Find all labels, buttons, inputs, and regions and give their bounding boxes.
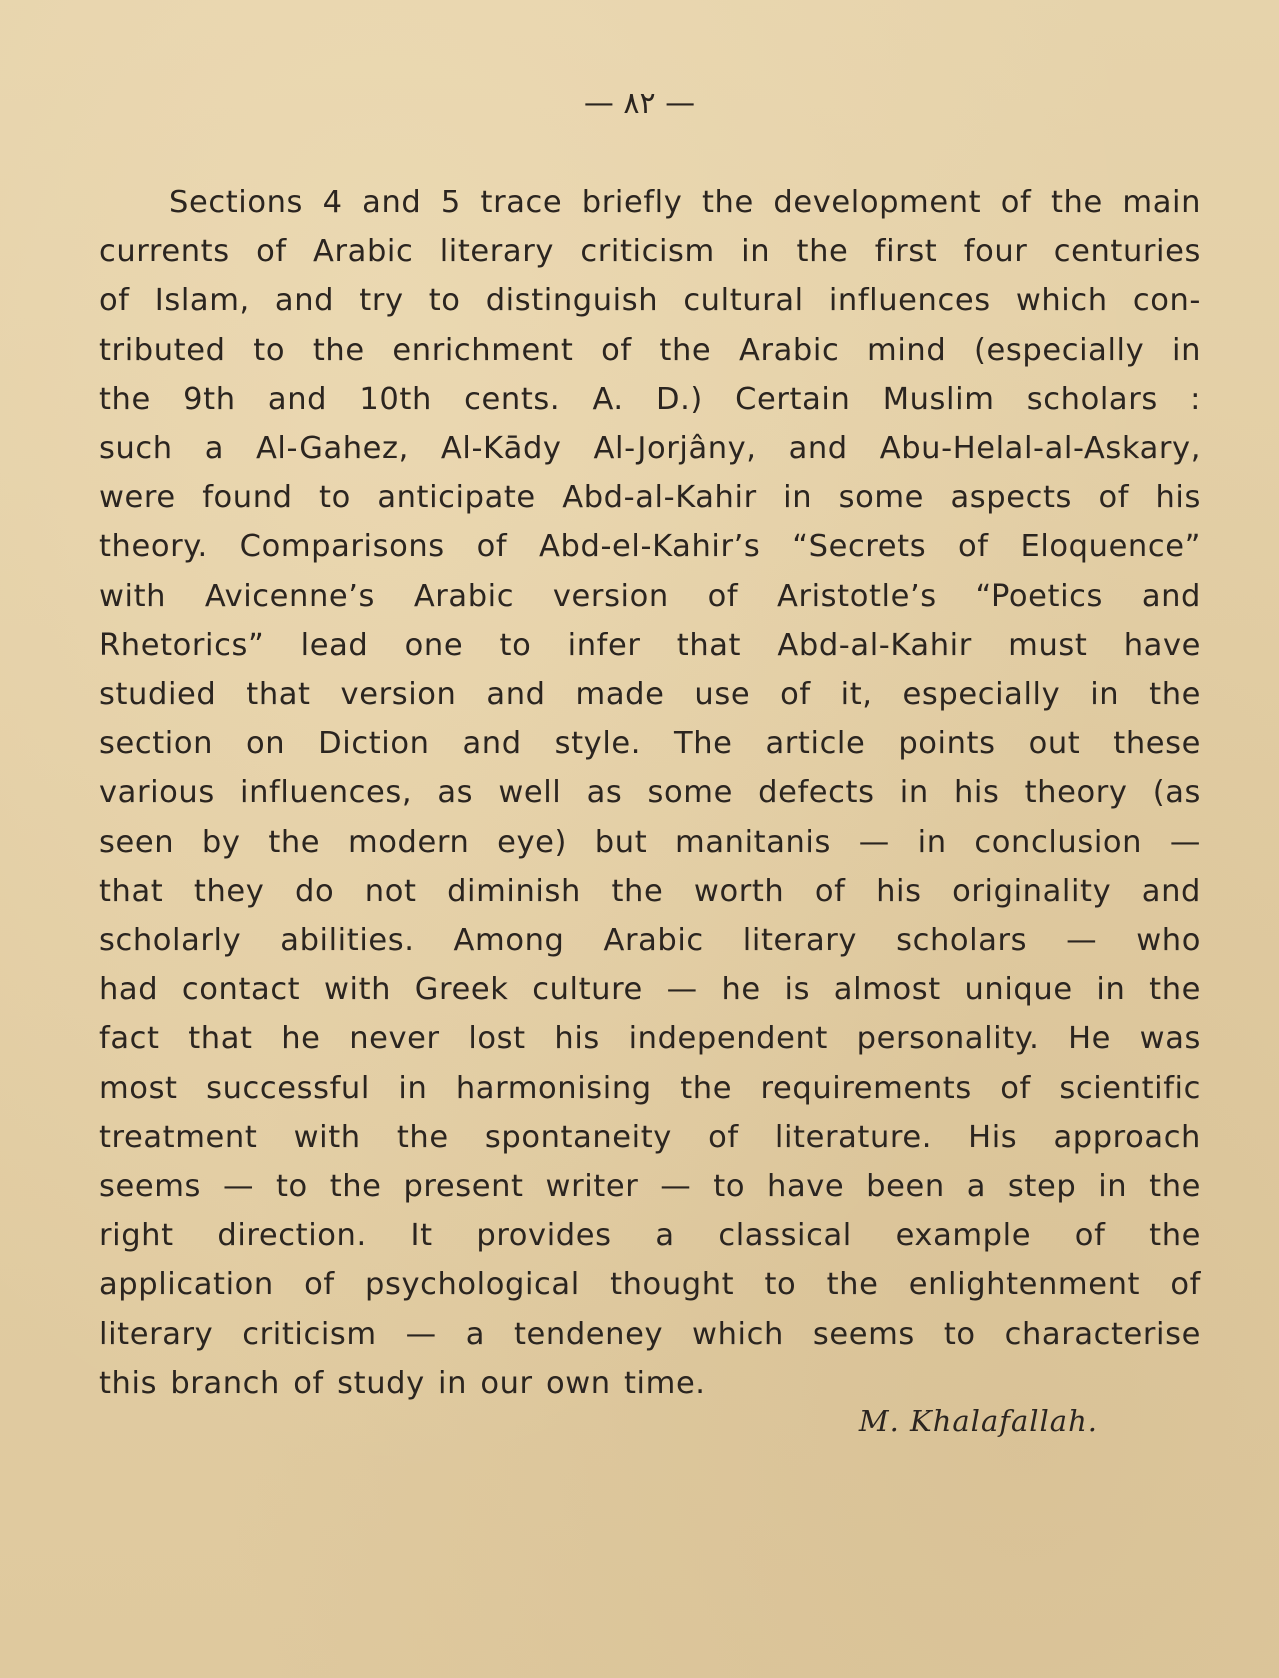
paragraph-line: tributed to the enrichment of the Arabic mind (especially in — [99, 332, 1201, 368]
paragraph-line: that they do not diminish the worth of his originality and — [99, 873, 1201, 909]
page-number: — ٨٢ — — [583, 86, 696, 121]
paragraph-line: most successful in harmonising the requirements of scientific — [99, 1070, 1201, 1106]
paragraph-line: right direction. It provides a classical example of the — [99, 1218, 1201, 1254]
paragraph-line: with Avicenne’s Arabic version of Aristotle’s “Poetics and — [99, 578, 1201, 614]
paragraph-line: Sections 4 and 5 trace briefly the development of the main — [169, 185, 1201, 220]
paragraph-line: theory. Comparisons of Abd-el-Kahir’s “Secrets of Eloquence” — [99, 529, 1201, 565]
paragraph-line: fact that he never lost his independent personality. He was — [99, 1021, 1201, 1057]
paragraph-line: currents of Arabic literary criticism in the first four centuries — [99, 234, 1201, 270]
paragraph-line: section on Diction and style. The article points out these — [99, 726, 1201, 762]
paragraph-line: treatment with the spontaneity of literature. His approach — [99, 1119, 1201, 1155]
paragraph-line: of Islam, and try to distinguish cultural influences which con- — [99, 283, 1201, 319]
paragraph-line: studied that version and made use of it, especially in the — [99, 677, 1201, 713]
paragraph-line: application of psychological thought to the enlightenment of — [99, 1267, 1201, 1303]
paragraph-line: were found to anticipate Abd-al-Kahir in some aspects of his — [99, 480, 1201, 516]
paragraph-line: the 9th and 10th cents. A. D.) Certain Muslim scholars : — [99, 381, 1201, 417]
paragraph-line: such a Al-Gahez, Al-Kādy Al-Jorjâny, and Abu-Helal-al-Askary, — [99, 431, 1201, 467]
summary-paragraph — [99, 178, 1201, 1408]
paragraph-line: various influences, as well as some defects in his theory (as — [99, 775, 1201, 811]
paragraph-line: this branch of study in our own time. — [99, 1365, 706, 1401]
paragraph-line: scholarly abilities. Among Arabic literary scholars — who — [99, 923, 1201, 959]
author-signature: M. Khalafallah. — [858, 1404, 1098, 1438]
paragraph-line: Rhetorics” lead one to infer that Abd-al-Kahir must have — [99, 627, 1201, 663]
paragraph-line: seems — to the present writer — to have been a step in the — [99, 1169, 1201, 1205]
paragraph-line: seen by the modern eye) but manitanis — in conclusion — — [99, 824, 1201, 860]
paragraph-line: had contact with Greek culture — he is almost unique in the — [99, 972, 1201, 1008]
paragraph-line: literary criticism — a tendeney which seems to characterise — [99, 1316, 1201, 1352]
